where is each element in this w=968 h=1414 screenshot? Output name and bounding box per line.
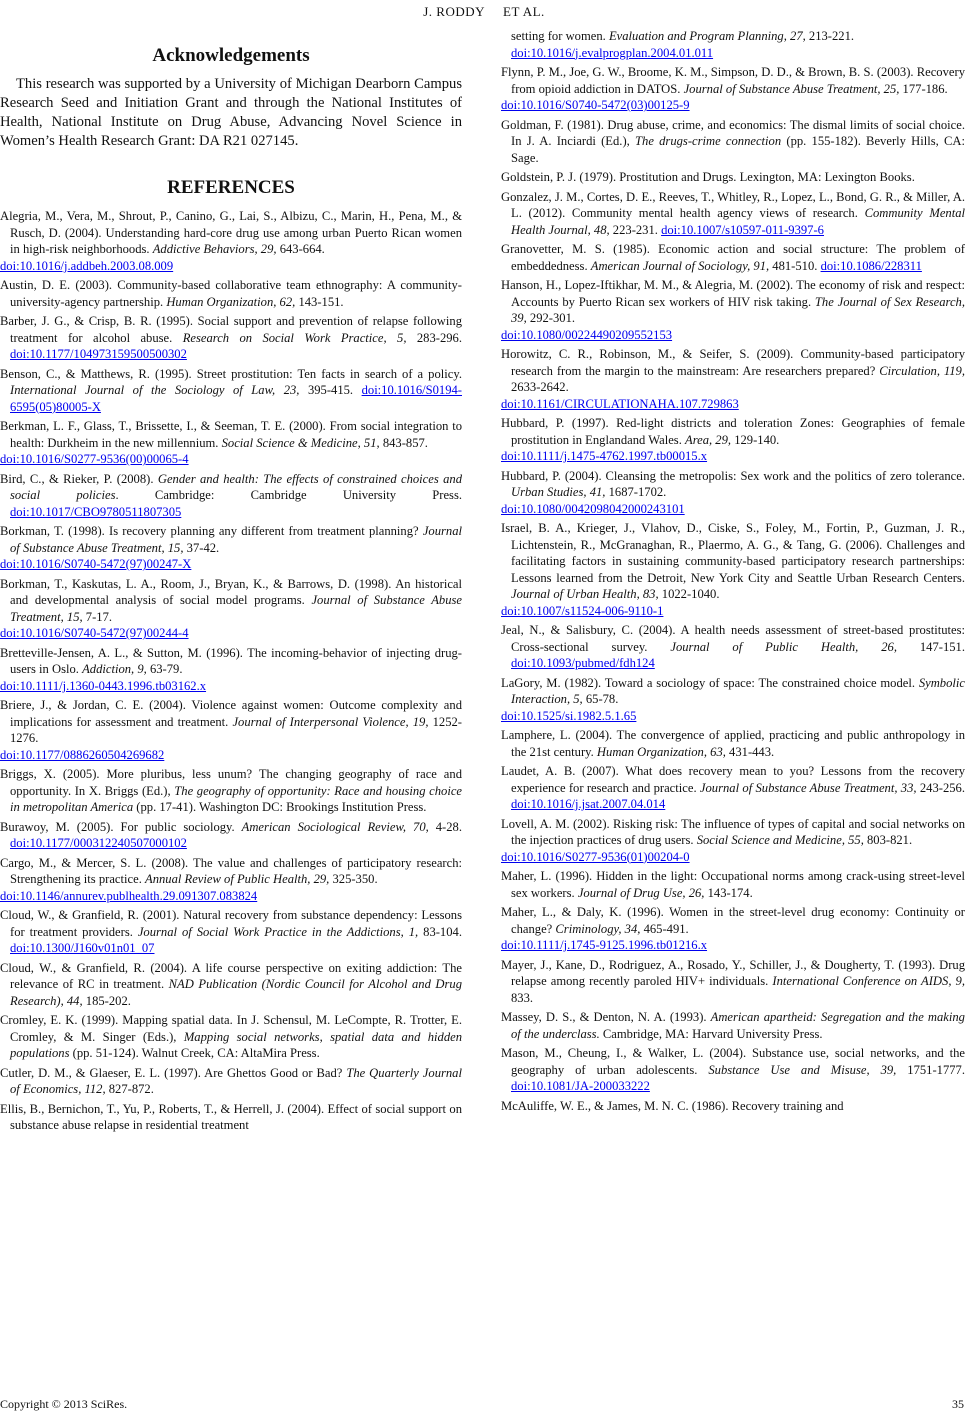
- reference-text: Burawoy, M. (2005). For public sociology.: [0, 819, 242, 834]
- reference-entry: [0, 576, 462, 642]
- reference-text: 1252-1276.: [10, 714, 462, 746]
- reference-entry: [0, 208, 462, 274]
- reference-text: Bretteville-Jensen, A. L., & Sutton, M. (1996). The incoming-behavior of injecting drug-users in Oslo.: [0, 645, 462, 677]
- reference-text: Bird, C., & Rieker, P. (2008).: [0, 471, 158, 486]
- reference-source-title: The Quarterly Journal of Economics, 112,: [10, 1065, 462, 1097]
- doi-link[interactable]: doi:10.1016/S0277-9536(01)00204-0: [501, 849, 690, 864]
- reference-entry: [0, 960, 462, 1010]
- doi-link[interactable]: doi:10.1146/annurev.publhealth.29.091307.083824: [0, 888, 258, 903]
- reference-text: Hubbard, P. (1997). Red-light districts and toleration Zones: Geographies of female prostitution in Englandand Wales.: [501, 416, 965, 447]
- reference-text: Barber, J. G., & Crisp, B. R. (1995). Social support and prevention of relapse following treatment for alcohol abuse.: [0, 314, 462, 345]
- doi-link[interactable]: doi:10.1300/J160v01n01_07: [10, 941, 155, 956]
- reference-text: Israel, B. A., Krieger, J., Vlahov, D., Ciske, S., Foley, M., Fortin, P., Guzman, J. R., Lichtenstein, R., McGranaghan, R., Plaermo, A. G., & Tang, G. (2006). Challenges and facilitating factors in sustaining community-based participatory research partnerships: Lessons learned from the Detroit, New York City and Seattle Urban Research Centers.: [501, 521, 965, 585]
- reference-text: 243-256.: [916, 780, 965, 795]
- reference-text: 843-857.: [379, 435, 428, 450]
- reference-text: 143-151.: [295, 294, 344, 309]
- reference-text: Cloud, W., & Granfield, R. (2001). Natural recovery from substance dependency: Lessons for treatment providers.: [0, 908, 462, 939]
- doi-link[interactable]: doi:10.1111/j.1475-4762.1997.tb00015.x: [501, 449, 708, 463]
- reference-list-left: [0, 208, 462, 1134]
- doi-link[interactable]: doi:10.1016/j.evalprogplan.2004.01.011: [511, 45, 714, 60]
- reference-text: 177-186.: [899, 81, 948, 96]
- reference-text: Gonzalez, J. M., Cortes, D. E., Reeves, T., Whitley, R., Lopez, L., Bond, G. R., & Miller, A. L. (2012). Community mental health agency views of research.: [501, 189, 965, 220]
- reference-text: Goldstein, P. J. (1979). Prostitution and Drugs. Lexington, MA: Lexington Books.: [501, 170, 915, 184]
- reference-source-title: Urban Studies, 41,: [511, 485, 606, 499]
- reference-entry: [0, 523, 462, 573]
- reference-text: 63-79.: [146, 662, 183, 677]
- reference-source-title: Mapping social networks, spatial data and hidden populations: [10, 1029, 462, 1061]
- reference-text: 4-28.: [428, 819, 462, 834]
- references-heading: REFERENCES: [167, 176, 295, 198]
- reference-text: 185-202.: [82, 993, 131, 1008]
- reference-source-title: The geography of opportunity: Race and housing choice in metropolitan America: [10, 783, 463, 815]
- reference-source-title: Gender and health: The effects of constrained choices and social policies: [10, 471, 462, 503]
- reference-text: 803-821.: [863, 833, 913, 847]
- reference-text: Laudet, A. B. (2007). What does recovery mean to you? Lessons from the recovery experience for research and practice.: [501, 764, 965, 795]
- doi-link[interactable]: doi:10.1007/s10597-011-9397-6: [661, 222, 824, 237]
- reference-text: Cromley, E. K. (1999). Mapping spatial data. In J. Schensul, M. LeCompte, R. Trotter, E. Cromley, & M. Singer (Eds.),: [0, 1013, 462, 1044]
- reference-text: Ellis, B., Bernichon, T., Yu, P., Roberts, T., & Herrell, J. (2004). Effect of social support on substance abuse relapse in residential treatment: [0, 1101, 462, 1133]
- reference-text: Jeal, N., & Salisbury, C. (2004). A health needs assessment of street-based prostitutes: Cross-sectional survey.: [501, 623, 965, 654]
- reference-text: 1687-1702.: [605, 485, 667, 499]
- reference-source-title: Social Science & Medicine, 51,: [221, 435, 380, 450]
- reference-source-title: Journal of Substance Abuse Treatment, 15,: [10, 524, 462, 555]
- reference-entry: [501, 1098, 965, 1115]
- reference-source-title: American apartheid: Segregation and the making of the underclass.: [511, 1010, 965, 1041]
- reference-text: 465-491.: [640, 921, 689, 936]
- reference-entry: [501, 868, 965, 901]
- reference-source-title: Circulation, 119,: [879, 363, 965, 378]
- reference-text: 65-78.: [582, 692, 619, 706]
- reference-text: Austin, D. E. (2003). Community-based collaborative team ethnography: A community-university-agency partnership.: [0, 278, 462, 309]
- reference-text: 37-42.: [183, 540, 220, 555]
- doi-link[interactable]: doi:10.1016/S0277-9536(00)00065-4: [0, 452, 189, 467]
- reference-text: Berkman, L. F., Glass, T., Brissette, I., & Seeman, T. E. (2000). From social integration to health: Durkheim in the new millennium.: [0, 419, 462, 450]
- reference-text: Cambridge, MA: Harvard University Press.: [599, 1026, 823, 1041]
- reference-entry: [501, 169, 965, 186]
- reference-entry: [501, 241, 965, 274]
- reference-source-title: NAD Publication (Nordic Council for Alcohol and Drug Research), 44,: [10, 977, 462, 1008]
- reference-text: (pp. 17-41). Washington DC: Brookings Institution Press.: [133, 800, 427, 815]
- reference-text: Horowitz, C. R., Robinson, M., & Seifer, S. (2009). Community-based participatory research from the margin to the mainstream: Are researchers prepared?: [501, 347, 965, 378]
- reference-entry: [0, 855, 462, 905]
- reference-text: 292-301.: [526, 311, 576, 325]
- reference-source-title: Journal of Interpersonal Violence, 19,: [232, 714, 429, 729]
- reference-text: . Cambridge: Cambridge University Press.: [115, 488, 462, 503]
- reference-text: Lovell, A. M. (2002). Risking risk: The influence of types of capital and social networks on the injection practices of drug users.: [501, 816, 965, 847]
- reference-source-title: Research on Social Work Practice, 5,: [182, 330, 407, 345]
- reference-text: 7-17.: [82, 609, 113, 624]
- reference-text: 2633-2642.: [511, 380, 569, 394]
- reference-entry: [501, 763, 965, 813]
- reference-entry: [0, 366, 462, 416]
- reference-entry: [501, 520, 965, 619]
- reference-entry: [0, 819, 462, 852]
- doi-link[interactable]: doi:10.1111/j.1360-0443.1996.tb03162.x: [0, 678, 207, 693]
- doi-link[interactable]: doi:10.1177/104973159500500302: [10, 347, 187, 362]
- reference-text: McAuliffe, W. E., & James, M. N. C. (1986). Recovery training and: [501, 1098, 844, 1113]
- doi-link[interactable]: doi:10.1016/j.addbeh.2003.08.009: [0, 258, 174, 273]
- reference-list-right: [501, 28, 965, 1114]
- reference-text: Borkman, T. (1998). Is recovery planning any different from treatment planning?: [0, 524, 423, 539]
- reference-text: Lamphere, L. (2004). The convergence of applied, practicing and public anthropology in the 21st century.: [501, 728, 965, 759]
- reference-text: Cutler, D. M., & Glaeser, E. L. (1997). Are Ghettos Good or Bad?: [0, 1065, 347, 1080]
- reference-entry: [0, 697, 462, 763]
- left-column: [0, 40, 462, 1137]
- reference-text: (pp. 51-124). Walnut Creek, CA: AltaMira Press.: [69, 1046, 320, 1061]
- reference-text: Briggs, X. (2005). More pluribus, less unum? The changing geography of race and opportunity. In X. Briggs (Ed.),: [0, 767, 462, 798]
- doi-link[interactable]: doi:10.1086/228311: [820, 258, 922, 273]
- doi-link[interactable]: doi:10.1007/s11524-006-9110-1: [501, 603, 664, 618]
- doi-link[interactable]: doi:10.1177/0886260504269682: [0, 747, 165, 762]
- reference-text: Benson, C., & Matthews, R. (1995). Street prostitution: Ten facts in search of a policy.: [0, 366, 462, 381]
- reference-text: Massey, D. S., & Denton, N. A. (1993).: [501, 1010, 711, 1024]
- reference-source-title: Human Organization, 62,: [166, 294, 296, 309]
- reference-text: Maher, L., & Daly, K. (1996). Women in the street-level drug economy: Continuity or change?: [501, 905, 965, 936]
- reference-entry: [501, 415, 965, 465]
- reference-text: Maher, L. (1996). Hidden in the light: Occupational norms among crack-using street-level sex workers.: [501, 869, 965, 900]
- reference-source-title: American Sociological Review, 70,: [241, 819, 429, 834]
- reference-text: 129-140.: [731, 432, 780, 447]
- reference-text: Mayer, J., Kane, D., Rodriguez, A., Rosado, Y., Schiller, J., & Dougherty, T. (1993). Drug relapse among recently paroled HIV+ individuals.: [501, 957, 965, 988]
- page-number: 35: [952, 1397, 964, 1411]
- doi-link[interactable]: doi:10.1111/j.1745-9125.1996.tb01216.x: [501, 938, 708, 952]
- reference-source-title: Human Organization, 63,: [596, 744, 726, 759]
- reference-source-title: Journal of Public Health, 26,: [670, 639, 897, 654]
- reference-text: 1751-1777.: [896, 1062, 965, 1077]
- doi-link[interactable]: doi:10.1081/JA-200033222: [511, 1079, 650, 1093]
- reference-source-title: Journal of Social Work Practice in the Addictions, 1,: [137, 924, 419, 939]
- reference-text: Flynn, P. M., Joe, G. W., Broome, K. M., Simpson, D. D., & Brown, B. S. (2003). Recovery from opioid addiction in DATOS.: [501, 65, 965, 96]
- reference-source-title: Substance Use and Misuse, 39,: [708, 1062, 897, 1077]
- reference-entry: [0, 907, 462, 957]
- reference-text: 143-174.: [704, 885, 753, 900]
- reference-entry: [0, 1101, 462, 1134]
- reference-source-title: Journal of Substance Abuse Treatment, 33,: [699, 780, 917, 795]
- reference-source-title: Annual Review of Public Health, 29,: [145, 872, 330, 887]
- doi-link[interactable]: doi:10.1080/0042098042000243101: [501, 501, 685, 516]
- reference-text: 1022-1040.: [658, 587, 720, 601]
- reference-text: Goldman, F. (1981). Drug abuse, crime, and economics: The dismal limits of social choice. In J. A. Inciardi (Ed.),: [501, 117, 965, 148]
- reference-entry: [0, 313, 462, 363]
- reference-source-title: Community Mental Health Journal, 48,: [511, 206, 966, 237]
- reference-source-title: Journal of Drug Use, 26,: [577, 885, 705, 900]
- reference-source-title: Addictive Behaviors, 29,: [152, 242, 277, 257]
- reference-entry: [0, 418, 462, 468]
- reference-entry: [501, 117, 965, 167]
- doi-link[interactable]: doi:10.1177/000312240507000102: [10, 836, 187, 851]
- reference-source-title: Social Science and Medicine, 55,: [696, 833, 864, 847]
- reference-entry: [501, 675, 965, 725]
- reference-text: Hubbard, P. (2004). Cleansing the metropolis: Sex work and the politics of zero tolerance.: [501, 468, 965, 483]
- doi-link[interactable]: doi:10.1080/00224490209552153: [501, 327, 673, 342]
- reference-source-title: Addiction, 9,: [82, 662, 147, 677]
- reference-entry: [501, 468, 965, 518]
- reference-entry: [0, 645, 462, 695]
- reference-text: Cargo, M., & Mercer, S. L. (2008). The value and challenges of participatory research: Strengthening its practice.: [0, 855, 462, 887]
- reference-text: 833.: [511, 990, 534, 1005]
- reference-entry: [0, 471, 462, 521]
- reference-entry: [501, 189, 965, 239]
- reference-entry: [0, 277, 462, 310]
- reference-text: 481-510.: [769, 258, 821, 273]
- reference-text: 827-872.: [105, 1082, 154, 1097]
- reference-source-title: Symbolic Interaction, 5,: [511, 675, 965, 706]
- reference-source-title: Journal of Substance Abuse Treatment, 15,: [10, 593, 462, 624]
- doi-link[interactable]: doi:10.1016/j.jsat.2007.04.014: [511, 797, 666, 811]
- reference-entry: [501, 904, 965, 954]
- reference-text: Granovetter, M. S. (1985). Economic action and social structure: The problem of embeddedness.: [501, 242, 965, 273]
- reference-entry: [501, 622, 965, 672]
- doi-link[interactable]: doi:10.1016/S0740-5472(03)00125-9: [501, 98, 690, 112]
- reference-text: Hanson, H., Lopez-Iftikhar, M. M., & Alegria, M. (2002). The economy of risk and respect: Accounts by Puerto Rican sex workers of HIV risk taking.: [501, 278, 965, 309]
- reference-entry: [501, 64, 965, 114]
- doi-link[interactable]: doi:10.1017/CBO9780511807305: [10, 504, 182, 519]
- reference-source-title: Area, 29,: [685, 432, 732, 447]
- reference-entry: [501, 346, 965, 412]
- reference-entry: [501, 1045, 965, 1095]
- doi-link[interactable]: doi:10.1093/pubmed/fdh124: [511, 656, 655, 670]
- reference-text: 83-104.: [418, 924, 462, 939]
- reference-text: setting for women.: [511, 29, 609, 43]
- reference-entry: [0, 1065, 462, 1098]
- reference-text: Cloud, W., & Granfield, R. (2004). A life course perspective on exiting addiction: The relevance of RC in treatment.: [0, 960, 462, 992]
- reference-source-title: The Journal of Sex Research, 39,: [511, 294, 965, 325]
- reference-text: Alegria, M., Vera, M., Shrout, P., Canino, G., Lai, S., Albizu, C., Marin, H., Pena, M., & Rusch, D. (2004). Understanding hard-core drug use among urban Puerto Rican women in high-risk neighborhoods.: [0, 209, 462, 257]
- reference-text: 325-350.: [329, 872, 378, 887]
- reference-entry: [0, 766, 462, 816]
- reference-text: 213-221.: [805, 29, 855, 43]
- reference-source-title: Journal of Urban Health, 83,: [511, 587, 659, 601]
- header-etal: ET AL.: [503, 4, 545, 19]
- reference-source-title: The drugs-crime connection: [635, 134, 782, 148]
- reference-entry: [501, 727, 965, 760]
- reference-text: (pp. 155-182). Beverly Hills, CA: Sage.: [511, 134, 965, 165]
- doi-link[interactable]: doi:10.1016/S0740-5472(97)00247-X: [0, 557, 192, 572]
- reference-entry: [501, 957, 965, 1007]
- reference-text: 643-664.: [276, 242, 325, 257]
- reference-text: Briere, J., & Jordan, C. E. (2004). Violence against women: Outcome complexity and implications for assessment and treatment.: [0, 698, 462, 729]
- reference-entry: [501, 277, 965, 343]
- reference-entry: [501, 816, 965, 866]
- reference-text: 147-151.: [896, 639, 965, 654]
- reference-source-title: Journal of Substance Abuse Treatment, 25,: [683, 81, 900, 96]
- reference-text: 283-296.: [406, 330, 462, 345]
- doi-link[interactable]: doi:10.1525/si.1982.5.1.65: [501, 708, 637, 723]
- reference-text: 395-415.: [299, 383, 362, 398]
- reference-entry: [501, 1009, 965, 1042]
- doi-link[interactable]: doi:10.1016/S0740-5472(97)00244-4: [0, 626, 189, 641]
- reference-text: Mason, M., Cheung, I., & Walker, L. (2004). Substance use, social networks, and the geography of urban adolescents.: [501, 1046, 965, 1077]
- copyright-footer: Copyright © 2013 SciRes.: [0, 1397, 128, 1411]
- running-header: [0, 4, 968, 20]
- reference-entry: [0, 1012, 462, 1062]
- right-column: [501, 28, 965, 1117]
- reference-source-title: International Journal of the Sociology of Law, 23,: [10, 383, 300, 398]
- header-authors: J. RODDY: [423, 4, 486, 19]
- reference-text: LaGory, M. (1982). Toward a sociology of space: The constrained choice model.: [501, 675, 919, 690]
- reference-source-title: American Journal of Sociology, 91,: [590, 258, 770, 273]
- reference-source-title: International Conference on AIDS, 9,: [772, 974, 965, 988]
- reference-source-title: Evaluation and Program Planning, 27,: [608, 29, 806, 43]
- reference-source-title: Criminology, 34,: [555, 921, 641, 936]
- reference-text: 223-231.: [609, 222, 662, 237]
- reference-text: 431-443.: [725, 744, 775, 759]
- doi-link[interactable]: doi:10.1161/CIRCULATIONAHA.107.729863: [501, 396, 739, 411]
- acknowledgements-text: This research was supported by a University of Michigan Dearborn Campus Research Seed and Initiation Grant and through the National Institutes of Health, National Institute on Drug Abuse, Advancing Novel Science in Women’s Health Research Grant: DA R21 027145.: [0, 75, 462, 150]
- doi-link[interactable]: doi:10.1016/S0194-6595(05)80005-X: [10, 383, 462, 414]
- reference-entry: [501, 28, 965, 61]
- reference-text: Borkman, T., Kaskutas, L. A., Room, J., Bryan, K., & Barrows, D. (1998). An historical and developmental analysis of social model programs.: [0, 576, 462, 608]
- acknowledgements-heading: Acknowledgements: [152, 45, 310, 66]
